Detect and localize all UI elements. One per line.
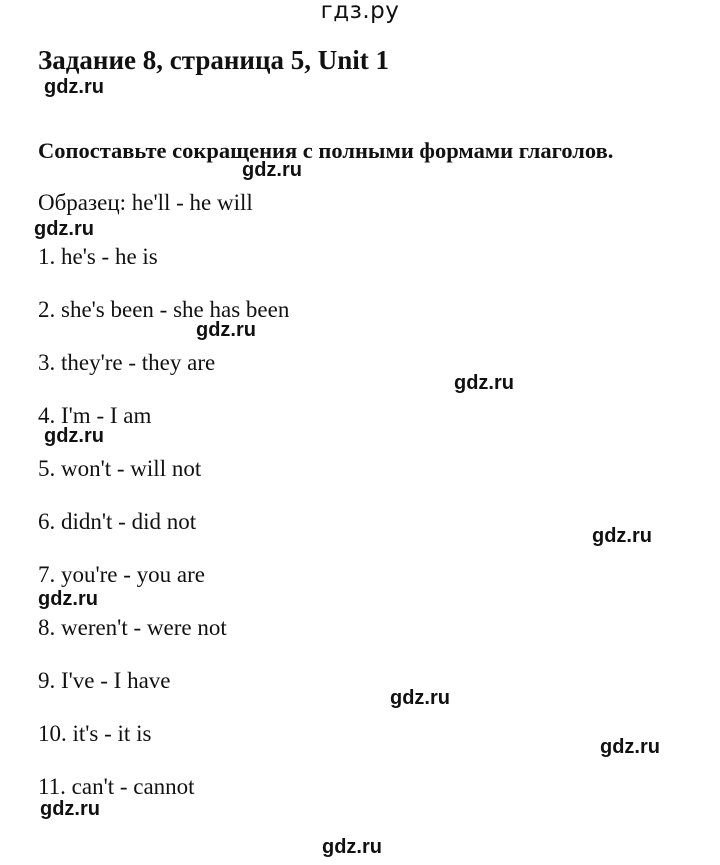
watermark: gdz.ru — [592, 525, 652, 547]
watermark: gdz.ru — [600, 736, 660, 758]
answer-item: 11. can't - cannot — [38, 774, 195, 799]
watermark: gdz.ru — [44, 425, 104, 447]
watermark: gdz.ru — [322, 836, 382, 858]
watermark: gdz.ru — [196, 319, 256, 341]
answer-item: 1. he's - he is — [38, 244, 158, 269]
answer-item: 4. I'm - I am — [38, 403, 152, 428]
watermark: gdz.ru — [242, 159, 302, 181]
watermark: gdz.ru — [390, 687, 450, 709]
answer-item: 5. won't - will not — [38, 456, 202, 481]
task-instruction: Сопоставьте сокращения с полными формами глаголов. — [38, 138, 614, 163]
answer-item: 6. didn't - did not — [38, 509, 197, 534]
sample-answer: Образец: he'll - he will — [38, 190, 253, 215]
page-title: Задание 8, страница 5, Unit 1 — [38, 45, 390, 75]
watermark: gdz.ru — [454, 372, 514, 394]
answer-item: 10. it's - it is — [38, 721, 152, 746]
site-label: гдз.ру — [320, 0, 400, 24]
watermark: gdz.ru — [44, 76, 104, 98]
watermark: gdz.ru — [34, 218, 94, 240]
watermark: gdz.ru — [38, 588, 98, 610]
answer-item: 2. she's been - she has been — [38, 297, 290, 322]
answer-item: 8. weren't - were not — [38, 615, 227, 640]
answer-item: 7. you're - you are — [38, 562, 205, 587]
answer-item: 3. they're - they are — [38, 350, 216, 375]
answer-item: 9. I've - I have — [38, 668, 171, 693]
watermark: gdz.ru — [40, 798, 100, 820]
